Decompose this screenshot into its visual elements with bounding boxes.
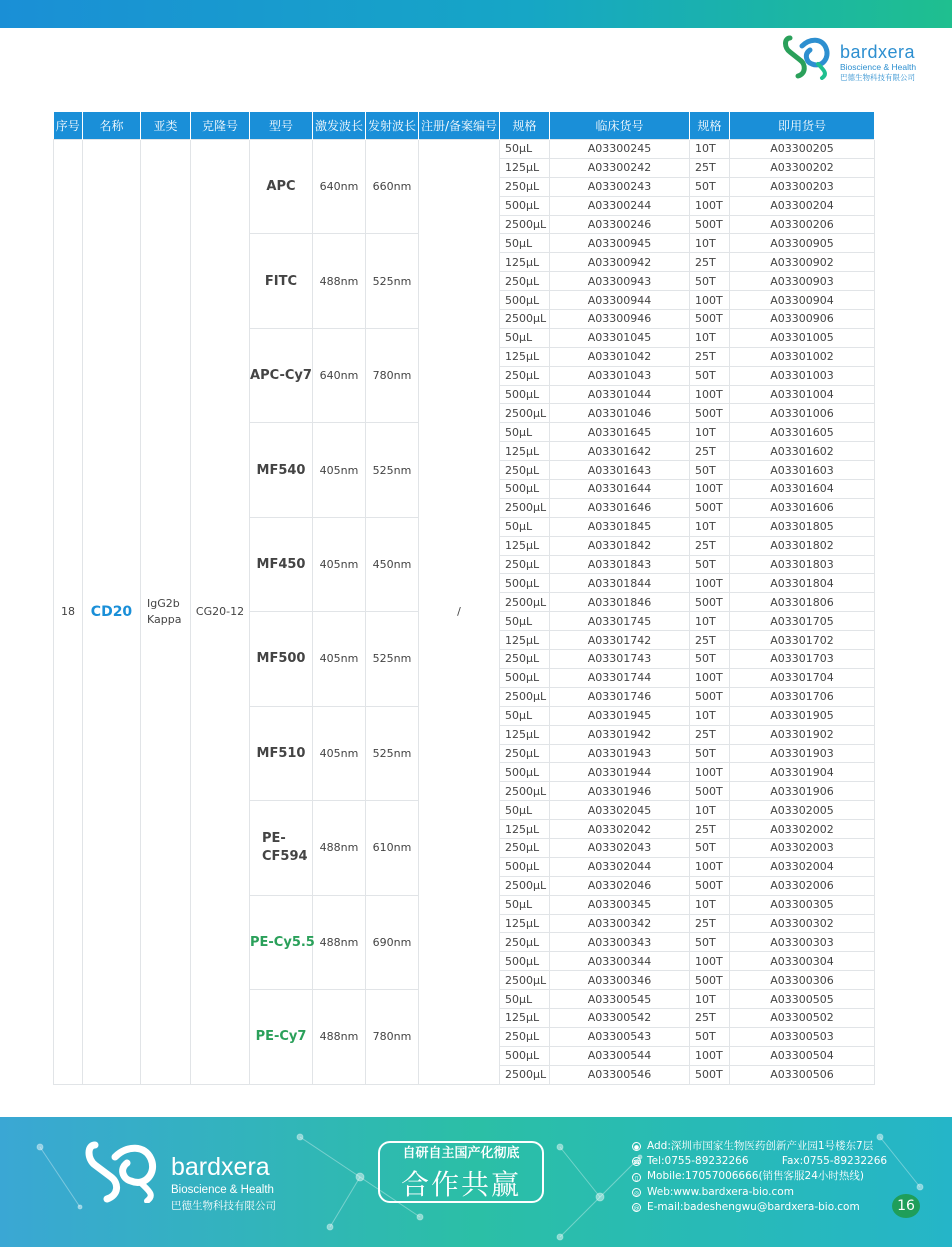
spec-clinical: 500μL (500, 196, 550, 215)
ready-catalog-number: A03300906 (730, 310, 875, 329)
clinical-catalog-number: A03300543 (550, 1027, 690, 1046)
spec-ready: 25T (690, 725, 730, 744)
spec-ready: 25T (690, 820, 730, 839)
clinical-catalog-number: A03300946 (550, 310, 690, 329)
spec-ready: 50T (690, 1027, 730, 1046)
spec-clinical: 125μL (500, 536, 550, 555)
ready-catalog-number: A03301005 (730, 328, 875, 347)
brand-tagline-en: Bioscience & Health (840, 62, 917, 72)
footer-logo-mark-icon (85, 1139, 165, 1203)
header-clinical-catalog: 临床货号 (550, 112, 690, 140)
spec-ready: 10T (690, 423, 730, 442)
dye-name: MF540 (250, 423, 313, 517)
emission-wavelength: 780nm (366, 328, 419, 422)
spec-clinical: 2500μL (500, 498, 550, 517)
ready-catalog-number: A03302002 (730, 820, 875, 839)
product-clone: CG20-12 (191, 140, 250, 1085)
header-name: 名称 (83, 112, 141, 140)
clinical-catalog-number: A03300342 (550, 914, 690, 933)
clinical-catalog-number: A03301743 (550, 650, 690, 669)
clinical-catalog-number: A03300344 (550, 952, 690, 971)
clinical-catalog-number: A03300346 (550, 971, 690, 990)
spec-ready: 500T (690, 782, 730, 801)
excitation-wavelength: 640nm (313, 140, 366, 234)
spec-ready: 25T (690, 536, 730, 555)
spec-clinical: 2500μL (500, 1065, 550, 1084)
clinical-catalog-number: A03301745 (550, 612, 690, 631)
product-table (53, 112, 875, 1085)
spec-clinical: 250μL (500, 744, 550, 763)
excitation-wavelength: 488nm (313, 801, 366, 895)
ready-catalog-number: A03300206 (730, 215, 875, 234)
ready-catalog-number: A03301706 (730, 687, 875, 706)
clinical-catalog-number: A03302046 (550, 876, 690, 895)
spec-clinical: 2500μL (500, 593, 550, 612)
emission-wavelength: 525nm (366, 423, 419, 517)
spec-clinical: 125μL (500, 347, 550, 366)
spec-clinical: 2500μL (500, 687, 550, 706)
clinical-catalog-number: A03300942 (550, 253, 690, 272)
ready-catalog-number: A03300302 (730, 914, 875, 933)
footer-brand-logo (85, 1137, 285, 1212)
clinical-catalog-number: A03300546 (550, 1065, 690, 1084)
spec-clinical: 2500μL (500, 971, 550, 990)
contact-text: Add:深圳市国家生物医药创新产业园1号楼东7层 (647, 1140, 874, 1152)
clinical-catalog-number: A03301842 (550, 536, 690, 555)
ready-catalog-number: A03301003 (730, 366, 875, 385)
spec-clinical: 2500μL (500, 404, 550, 423)
ready-catalog-number: A03300203 (730, 177, 875, 196)
spec-ready: 10T (690, 517, 730, 536)
spec-clinical: 50μL (500, 990, 550, 1009)
emission-wavelength: 525nm (366, 612, 419, 706)
ready-catalog-number: A03300505 (730, 990, 875, 1009)
clinical-catalog-number: A03301046 (550, 404, 690, 423)
emission-wavelength: 780nm (366, 990, 419, 1084)
spec-ready: 50T (690, 461, 730, 480)
spec-clinical: 250μL (500, 272, 550, 291)
spec-clinical: 2500μL (500, 782, 550, 801)
spec-ready: 100T (690, 763, 730, 782)
emission-wavelength: 610nm (366, 801, 419, 895)
spec-clinical: 500μL (500, 763, 550, 782)
clinical-catalog-number: A03301642 (550, 442, 690, 461)
ready-catalog-number: A03301004 (730, 385, 875, 404)
logo-mark-icon (782, 34, 834, 80)
header-model: 型号 (250, 112, 313, 140)
excitation-wavelength: 488nm (313, 990, 366, 1084)
clinical-catalog-number: A03301844 (550, 574, 690, 593)
spec-clinical: 50μL (500, 423, 550, 442)
ready-catalog-number: A03301602 (730, 442, 875, 461)
emission-wavelength: 660nm (366, 140, 419, 234)
spec-clinical: 50μL (500, 801, 550, 820)
clinical-catalog-number: A03301644 (550, 480, 690, 499)
spec-ready: 100T (690, 668, 730, 687)
spec-clinical: 125μL (500, 253, 550, 272)
spec-ready: 25T (690, 253, 730, 272)
spec-ready: 50T (690, 650, 730, 669)
clinical-catalog-number: A03300945 (550, 234, 690, 253)
ready-catalog-number: A03301803 (730, 555, 875, 574)
ready-catalog-number: A03300204 (730, 196, 875, 215)
footer-brand-tagline-en: Bioscience & Health (171, 1184, 274, 1196)
dye-name: PE-CF594 (250, 801, 313, 895)
clinical-catalog-number: A03300345 (550, 895, 690, 914)
spec-ready: 10T (690, 234, 730, 253)
dye-name: MF510 (250, 706, 313, 800)
clinical-catalog-number: A03301045 (550, 328, 690, 347)
ready-catalog-number: A03301606 (730, 498, 875, 517)
spec-clinical: 500μL (500, 952, 550, 971)
spec-clinical: 250μL (500, 177, 550, 196)
spec-clinical: 50μL (500, 612, 550, 631)
clinical-catalog-number: A03301645 (550, 423, 690, 442)
spec-ready: 50T (690, 272, 730, 291)
dye-name: FITC (250, 234, 313, 328)
spec-clinical: 500μL (500, 385, 550, 404)
ready-catalog-number: A03300504 (730, 1046, 875, 1065)
table-row (54, 140, 875, 159)
ready-catalog-number: A03302004 (730, 857, 875, 876)
clinical-catalog-number: A03300243 (550, 177, 690, 196)
spec-ready: 500T (690, 1065, 730, 1084)
ready-catalog-number: A03301002 (730, 347, 875, 366)
spec-clinical: 50μL (500, 328, 550, 347)
ready-catalog-number: A03301705 (730, 612, 875, 631)
top-gradient-bar (0, 0, 952, 28)
spec-clinical: 250μL (500, 366, 550, 385)
ready-catalog-number: A03300306 (730, 971, 875, 990)
spec-clinical: 125μL (500, 725, 550, 744)
spec-clinical: 500μL (500, 668, 550, 687)
location-icon: ● (633, 1144, 640, 1152)
clinical-catalog-number: A03301943 (550, 744, 690, 763)
ready-catalog-number: A03301604 (730, 480, 875, 499)
spec-clinical: 250μL (500, 1027, 550, 1046)
spec-clinical: 500μL (500, 574, 550, 593)
emission-wavelength: 525nm (366, 706, 419, 800)
spec-ready: 10T (690, 140, 730, 159)
spec-clinical: 500μL (500, 291, 550, 310)
clinical-catalog-number: A03300542 (550, 1008, 690, 1027)
ready-catalog-number: A03302006 (730, 876, 875, 895)
contact-row (632, 1169, 887, 1184)
spec-ready: 100T (690, 196, 730, 215)
footer (0, 1117, 952, 1247)
page-number-badge: 16 (892, 1194, 920, 1218)
clinical-catalog-number: A03300246 (550, 215, 690, 234)
excitation-wavelength: 640nm (313, 328, 366, 422)
contact-row (632, 1185, 887, 1200)
excitation-wavelength: 488nm (313, 895, 366, 989)
product-name: CD20 (83, 140, 141, 1085)
clinical-catalog-number: A03301945 (550, 706, 690, 725)
ready-catalog-number: A03301805 (730, 517, 875, 536)
spec-clinical: 50μL (500, 517, 550, 536)
spec-ready: 25T (690, 914, 730, 933)
dye-name: PE-Cy7 (250, 990, 313, 1084)
ready-catalog-number: A03300202 (730, 158, 875, 177)
clinical-catalog-number: A03300343 (550, 933, 690, 952)
ready-catalog-number: A03300502 (730, 1008, 875, 1027)
brand-name: bardxera (840, 42, 916, 62)
spec-ready: 25T (690, 1008, 730, 1027)
dye-name: MF450 (250, 517, 313, 611)
ready-catalog-number: A03301704 (730, 668, 875, 687)
clinical-catalog-number: A03300944 (550, 291, 690, 310)
spec-ready: 50T (690, 744, 730, 763)
header-spec-ready: 规格 (690, 112, 730, 140)
spec-ready: 10T (690, 706, 730, 725)
clinical-catalog-number: A03300943 (550, 272, 690, 291)
contact-text[interactable]: E-mail:badeshengwu@bardxera-bio.com (647, 1200, 860, 1213)
emission-wavelength: 690nm (366, 895, 419, 989)
spec-clinical: 500μL (500, 480, 550, 499)
clinical-catalog-number: A03301643 (550, 461, 690, 480)
contact-text: Tel:0755-89232266 Fax:0755-89232266 (647, 1155, 888, 1168)
spec-clinical: 2500μL (500, 876, 550, 895)
ready-catalog-number: A03300903 (730, 272, 875, 291)
slogan-box (378, 1141, 544, 1203)
clinical-catalog-number: A03302042 (550, 820, 690, 839)
clinical-catalog-number: A03301846 (550, 593, 690, 612)
spec-clinical: 50μL (500, 706, 550, 725)
ready-catalog-number: A03301802 (730, 536, 875, 555)
ready-catalog-number: A03300303 (730, 933, 875, 952)
contact-info (632, 1139, 887, 1215)
clinical-catalog-number: A03300245 (550, 140, 690, 159)
header-clone: 克隆号 (191, 112, 250, 140)
emission-wavelength: 450nm (366, 517, 419, 611)
clinical-catalog-number: A03301744 (550, 668, 690, 687)
header-emission: 发射波长 (366, 112, 419, 140)
spec-ready: 10T (690, 801, 730, 820)
clinical-catalog-number: A03300545 (550, 990, 690, 1009)
ready-catalog-number: A03300305 (730, 895, 875, 914)
clinical-catalog-number: A03300242 (550, 158, 690, 177)
contact-text[interactable]: Web:www.bardxera-bio.com (647, 1185, 794, 1198)
clinical-catalog-number: A03301646 (550, 498, 690, 517)
spec-ready: 10T (690, 328, 730, 347)
ready-catalog-number: A03301702 (730, 631, 875, 650)
spec-clinical: 2500μL (500, 215, 550, 234)
ready-catalog-number: A03300503 (730, 1027, 875, 1046)
spec-ready: 100T (690, 291, 730, 310)
spec-ready: 500T (690, 687, 730, 706)
clinical-catalog-number: A03301742 (550, 631, 690, 650)
web-icon: ◎ (633, 1189, 640, 1197)
clinical-catalog-number: A03301944 (550, 763, 690, 782)
spec-ready: 500T (690, 215, 730, 234)
emission-wavelength: 525nm (366, 234, 419, 328)
clinical-catalog-number: A03301843 (550, 555, 690, 574)
clinical-catalog-number: A03301042 (550, 347, 690, 366)
spec-clinical: 125μL (500, 158, 550, 177)
excitation-wavelength: 405nm (313, 706, 366, 800)
spec-ready: 100T (690, 480, 730, 499)
spec-clinical: 50μL (500, 234, 550, 253)
clinical-catalog-number: A03300244 (550, 196, 690, 215)
spec-ready: 100T (690, 574, 730, 593)
spec-ready: 100T (690, 1046, 730, 1065)
ready-catalog-number: A03301006 (730, 404, 875, 423)
clinical-catalog-number: A03301942 (550, 725, 690, 744)
spec-clinical: 250μL (500, 933, 550, 952)
ready-catalog-number: A03301603 (730, 461, 875, 480)
clinical-catalog-number: A03301946 (550, 782, 690, 801)
header-ready-catalog: 即用货号 (730, 112, 875, 140)
spec-clinical: 250μL (500, 461, 550, 480)
ready-catalog-number: A03301806 (730, 593, 875, 612)
table-header-row (54, 112, 875, 140)
spec-ready: 100T (690, 952, 730, 971)
email-icon: @ (633, 1204, 640, 1212)
ready-catalog-number: A03301703 (730, 650, 875, 669)
ready-catalog-number: A03301904 (730, 763, 875, 782)
ready-catalog-number: A03301905 (730, 706, 875, 725)
spec-ready: 25T (690, 347, 730, 366)
spec-ready: 500T (690, 310, 730, 329)
contact-text: Mobile:17057006666(销售客服24小时热线) (647, 1170, 865, 1183)
clinical-catalog-number: A03301845 (550, 517, 690, 536)
contact-row (632, 1154, 887, 1169)
spec-ready: 100T (690, 857, 730, 876)
ready-catalog-number: A03300304 (730, 952, 875, 971)
header-registration: 注册/备案编号 (419, 112, 500, 140)
spec-clinical: 125μL (500, 914, 550, 933)
excitation-wavelength: 405nm (313, 423, 366, 517)
ready-catalog-number: A03300905 (730, 234, 875, 253)
clinical-catalog-number: A03302045 (550, 801, 690, 820)
spec-ready: 500T (690, 971, 730, 990)
phone-icon: ☎ (633, 1159, 641, 1167)
spec-ready: 100T (690, 385, 730, 404)
spec-ready: 50T (690, 177, 730, 196)
product-index: 18 (54, 140, 83, 1085)
spec-ready: 50T (690, 838, 730, 857)
slogan-top-line: 自研自主国产化彻底 (402, 1146, 520, 1161)
spec-ready: 25T (690, 442, 730, 461)
brand-tagline-cn: 巴德生物科技有限公司 (840, 73, 915, 82)
ready-catalog-number: A03301906 (730, 782, 875, 801)
spec-clinical: 250μL (500, 838, 550, 857)
header-excitation: 激发波长 (313, 112, 366, 140)
ready-catalog-number: A03302005 (730, 801, 875, 820)
contact-row (632, 1139, 887, 1154)
spec-clinical: 125μL (500, 820, 550, 839)
header-spec-clinical: 规格 (500, 112, 550, 140)
ready-catalog-number: A03301804 (730, 574, 875, 593)
clinical-catalog-number: A03301746 (550, 687, 690, 706)
clinical-catalog-number: A03301043 (550, 366, 690, 385)
brand-logo (782, 34, 922, 82)
dye-name: PE-Cy5.5 (250, 895, 313, 989)
header-subclass: 亚类 (141, 112, 191, 140)
spec-ready: 50T (690, 933, 730, 952)
clinical-catalog-number: A03300544 (550, 1046, 690, 1065)
contact-row (632, 1200, 887, 1215)
spec-clinical: 125μL (500, 631, 550, 650)
mobile-icon: ▯ (632, 1173, 641, 1182)
spec-clinical: 125μL (500, 442, 550, 461)
ready-catalog-number: A03302003 (730, 838, 875, 857)
spec-ready: 500T (690, 876, 730, 895)
spec-clinical: 125μL (500, 1008, 550, 1027)
spec-ready: 500T (690, 593, 730, 612)
spec-clinical: 500μL (500, 857, 550, 876)
spec-ready: 10T (690, 990, 730, 1009)
dye-name: APC (250, 140, 313, 234)
ready-catalog-number: A03301605 (730, 423, 875, 442)
table-body (54, 140, 875, 1085)
footer-brand-tagline-cn: 巴德生物科技有限公司 (171, 1200, 276, 1212)
header-index: 序号 (54, 112, 83, 140)
spec-clinical: 500μL (500, 1046, 550, 1065)
spec-ready: 50T (690, 555, 730, 574)
spec-clinical: 250μL (500, 555, 550, 574)
spec-ready: 50T (690, 366, 730, 385)
dye-name: MF500 (250, 612, 313, 706)
spec-ready: 500T (690, 498, 730, 517)
ready-catalog-number: A03300904 (730, 291, 875, 310)
clinical-catalog-number: A03302043 (550, 838, 690, 857)
clinical-catalog-number: A03302044 (550, 857, 690, 876)
slogan-main: 合作共赢 (400, 1168, 521, 1201)
dye-name: APC-Cy7 (250, 328, 313, 422)
registration-number: / (419, 140, 500, 1085)
spec-ready: 25T (690, 158, 730, 177)
excitation-wavelength: 405nm (313, 612, 366, 706)
spec-clinical: 50μL (500, 895, 550, 914)
ready-catalog-number: A03301903 (730, 744, 875, 763)
ready-catalog-number: A03301902 (730, 725, 875, 744)
clinical-catalog-number: A03301044 (550, 385, 690, 404)
ready-catalog-number: A03300205 (730, 140, 875, 159)
product-subclass: IgG2b Kappa (141, 140, 191, 1085)
spec-ready: 10T (690, 612, 730, 631)
spec-clinical: 250μL (500, 650, 550, 669)
spec-clinical: 2500μL (500, 310, 550, 329)
excitation-wavelength: 405nm (313, 517, 366, 611)
ready-catalog-number: A03300902 (730, 253, 875, 272)
excitation-wavelength: 488nm (313, 234, 366, 328)
spec-ready: 25T (690, 631, 730, 650)
spec-ready: 500T (690, 404, 730, 423)
ready-catalog-number: A03300506 (730, 1065, 875, 1084)
spec-clinical: 50μL (500, 140, 550, 159)
spec-ready: 10T (690, 895, 730, 914)
footer-brand-name: bardxera (171, 1153, 270, 1181)
